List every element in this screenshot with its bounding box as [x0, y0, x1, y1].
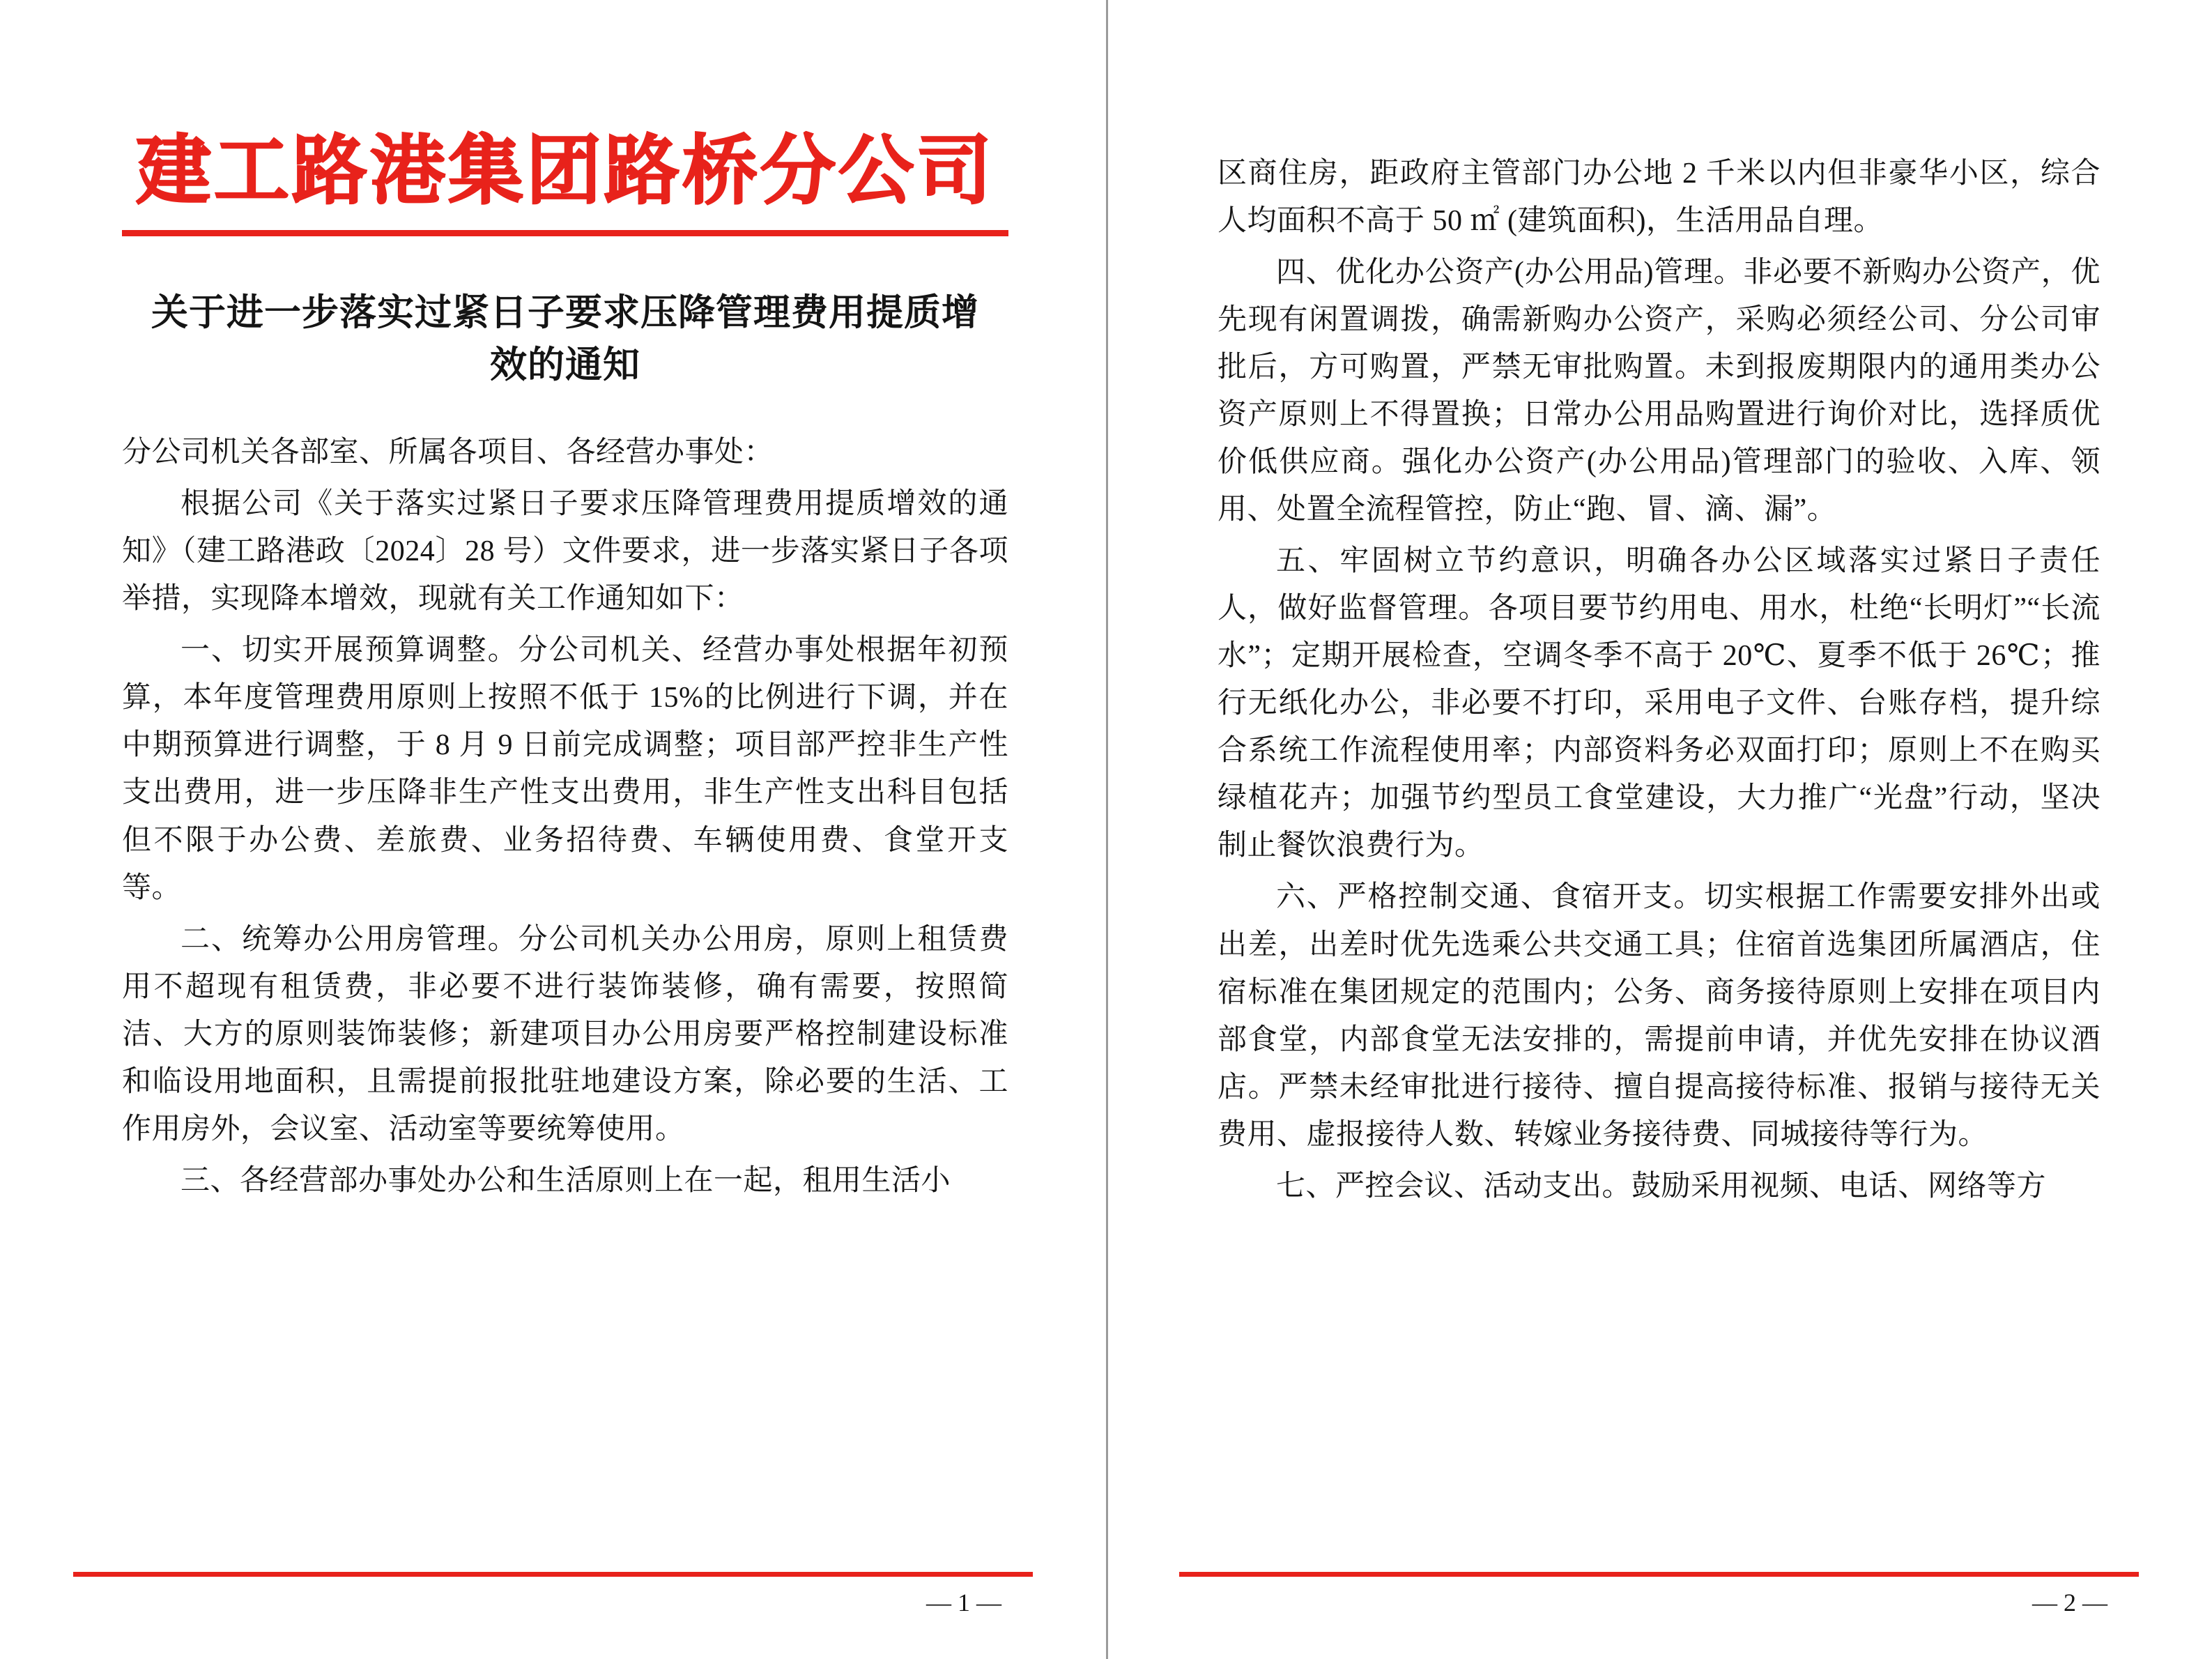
masthead-rule	[122, 230, 1008, 236]
page-left-footer	[0, 1572, 1106, 1617]
page-right-footer	[1106, 1572, 2212, 1617]
paragraph-item-4: 四、优化办公资产(办公用品)管理。非必要不新购办公资产，优先现有闲置调拨，确需新购办公资产，采购必须经公司、分公司审批后，方可购置，严禁无审批购置。未到报废期限内的通用类办公资产原则上不得置换；日常办公用品购置进行询价对比，选择质优价低供应商。强化办公资产(办公用品)管理部门的验收、入库、领用、处置全流程管控，防止“跑、冒、滴、漏”。	[1218, 257, 2100, 526]
paragraph-item-2: 二、统筹办公用房管理。分公司机关办公用房，原则上租赁费用不超现有租赁费，非必要不进行装饰装修，确有需要，按照简洁、大方的原则装饰装修；新建项目办公用房要严格控制建设标准和临设用地面积，且需提前报批驻地建设方案，除必要的生活、工作用房外，会议室、活动室等要统筹使用。	[122, 923, 1008, 1145]
masthead	[122, 125, 1008, 236]
page-number-right: — 2 —	[2032, 1589, 2107, 1616]
paragraph-item-5: 五、牢固树立节约意识，明确各办公区域落实过紧日子责任人，做好监督管理。各项目要节约用电、用水，杜绝“长明灯”“长流水”；定期开展检查，空调冬季不高于 20℃、夏季不低于 26℃；推行无纸化办公，非必要不打印，采用电子文件、台账存档，提升综合系统工作流程使用率；内部资料务必双面打印；原则上不在购买绿植花卉；加强节约型员工食堂建设，大力推广“光盘”行动，坚决制止餐饮浪费行为。	[1218, 545, 2100, 862]
masthead-title: 建工路港集团路桥分公司	[135, 127, 994, 215]
body-left	[122, 429, 1008, 1205]
addressee-line: 分公司机关各部室、所属各项目、各经营办事处：	[122, 436, 774, 469]
footer-rule	[1179, 1572, 2139, 1577]
footer-rule	[73, 1572, 1033, 1577]
paragraph-item-7: 七、严控会议、活动支出。鼓励采用视频、电话、网络等方	[1276, 1170, 2047, 1202]
paragraph-item-3: 三、各经营部办事处办公和生活原则上在一起，租用生活小	[181, 1164, 951, 1197]
paragraph-basis: 根据公司《关于落实过紧日子要求压降管理费用提质增效的通知》（建工路港政〔2024〕28 号）文件要求，进一步落实紧日子各项举措，实现降本增效，现就有关工作通知如下：	[122, 488, 1008, 616]
page-number-left: — 1 —	[926, 1589, 1001, 1616]
page-title: 关于进一步落实过紧日子要求压降管理费用提质增效的通知	[151, 290, 979, 386]
paragraph-item-6: 六、严格控制交通、食宿开支。切实根据工作需要安排外出或出差，出差时优先选乘公共交通工具；住宿首选集团所属酒店，住宿标准在集团规定的范围内；公务、商务接待原则上安排在项目内部食堂，内部食堂无法安排的，需提前申请，并优先安排在协议酒店。严禁未经审批进行接待、擅自提高接待标准、报销与接待无关费用、虚报接待人数、转嫁业务接待费、同城接待等行为。	[1218, 881, 2100, 1151]
paragraph-item-3-continued: 区商住房，距政府主管部门办公地 2 千米以内但非豪华小区，综合人均面积不高于 50 ㎡ (建筑面积)，生活用品自理。	[1218, 158, 2100, 238]
paragraph-item-1: 一、切实开展预算调整。分公司机关、经营办事处根据年初预算，本年度管理费用原则上按照不低于 15%的比例进行下调，并在中期预算进行调整，于 8 月 9 日前完成调整；项目部严控非生产性支出费用，进一步压降非生产性支出费用，非生产性支出科目包括但不限于办公费、差旅费、业务招待费、车辆使用费、食堂开支等。	[122, 634, 1008, 904]
body-right	[1218, 150, 2100, 1210]
page-right	[1106, 0, 2212, 1659]
